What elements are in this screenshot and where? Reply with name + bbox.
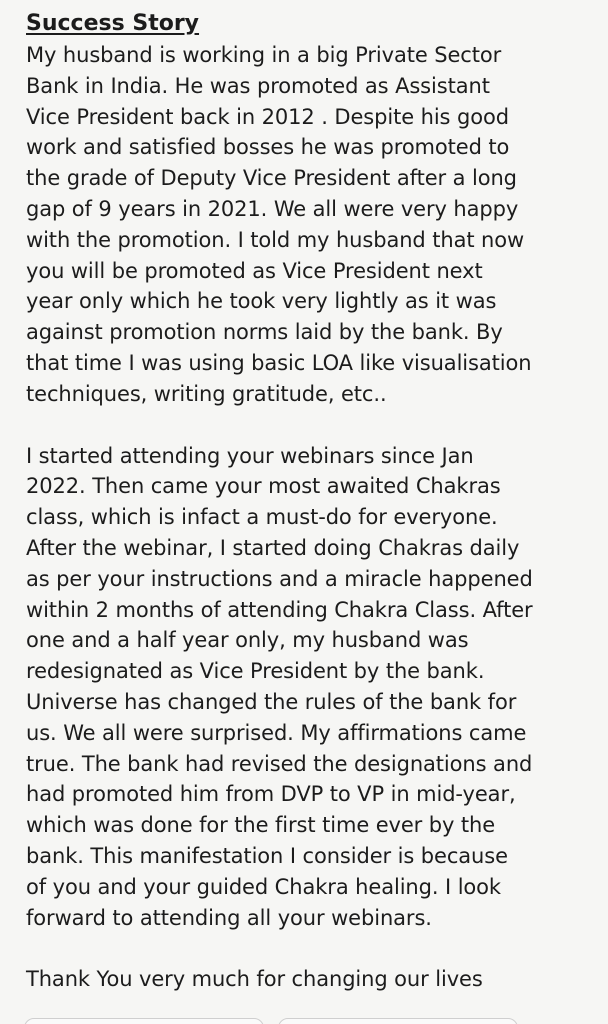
paragraph-line: had promoted him from DVP to VP in mid-year, xyxy=(26,782,516,807)
paragraph-line: as per your instructions and a miracle happened xyxy=(26,566,533,591)
paragraph-line: forward to attending all your webinars. xyxy=(26,905,432,930)
paragraph-line: that time I was using basic LOA like visualisation xyxy=(26,350,532,375)
paragraph-line: against promotion norms laid by the bank. By xyxy=(26,320,503,345)
paragraph-line: Universe has changed the rules of the bank for xyxy=(26,689,517,714)
paragraph-line: techniques, writing gratitude, etc.. xyxy=(26,381,387,406)
paragraph-spacer xyxy=(26,410,588,441)
paragraph-line: bank. This manifestation I consider is because xyxy=(26,843,508,868)
paragraph-line: Vice President back in 2012 . Despite his good xyxy=(26,104,509,129)
paragraph-line: within 2 months of attending Chakra Class. After xyxy=(26,597,533,622)
paragraph-line: year only which he took very lightly as it was xyxy=(26,289,497,314)
paragraph-line: the grade of Deputy Vice President after a long xyxy=(26,166,517,191)
paragraph-line: of you and your guided Chakra healing. I look xyxy=(26,874,501,899)
paragraph-1 xyxy=(26,40,588,410)
paragraph-line: I started attending your webinars since Jan xyxy=(26,443,474,468)
closing-line: Thank You very much for changing our lives xyxy=(26,967,483,992)
paragraph-line: with the promotion. I told my husband that now xyxy=(26,227,525,252)
paragraph-spacer xyxy=(26,933,588,964)
paragraph-line: After the webinar, I started doing Chakras daily xyxy=(26,535,520,560)
paragraph-line: Bank in India. He was promoted as Assistant xyxy=(26,73,490,98)
paragraph-line: class, which is infact a must-do for everyone. xyxy=(26,505,498,530)
paragraph-line: My husband is working in a big Private Sector xyxy=(26,43,502,67)
paragraph-line: one and a half year only, my husband was xyxy=(26,628,469,653)
bottom-action-button-left[interactable] xyxy=(24,1018,264,1024)
story-title: Success Story xyxy=(26,11,200,36)
paragraph-line: which was done for the first time ever by the xyxy=(26,813,496,838)
paragraph-line: 2022. Then came your most awaited Chakras xyxy=(26,474,501,499)
bottom-action-button-right[interactable] xyxy=(278,1018,518,1024)
paragraph-line: you will be promoted as Vice President next xyxy=(26,258,483,283)
paragraph-2 xyxy=(26,441,588,934)
bottom-action-bar xyxy=(24,1018,518,1024)
paragraph-line: work and satisfied bosses he was promoted to xyxy=(26,135,510,160)
paragraph-line: redesignated as Vice President by the bank. xyxy=(26,659,485,684)
paragraph-line: gap of 9 years in 2021. We all were very happy xyxy=(26,196,519,221)
paragraph-line: true. The bank had revised the designations and xyxy=(26,751,533,776)
paragraph-line: us. We all were surprised. My affirmations came xyxy=(26,720,527,745)
